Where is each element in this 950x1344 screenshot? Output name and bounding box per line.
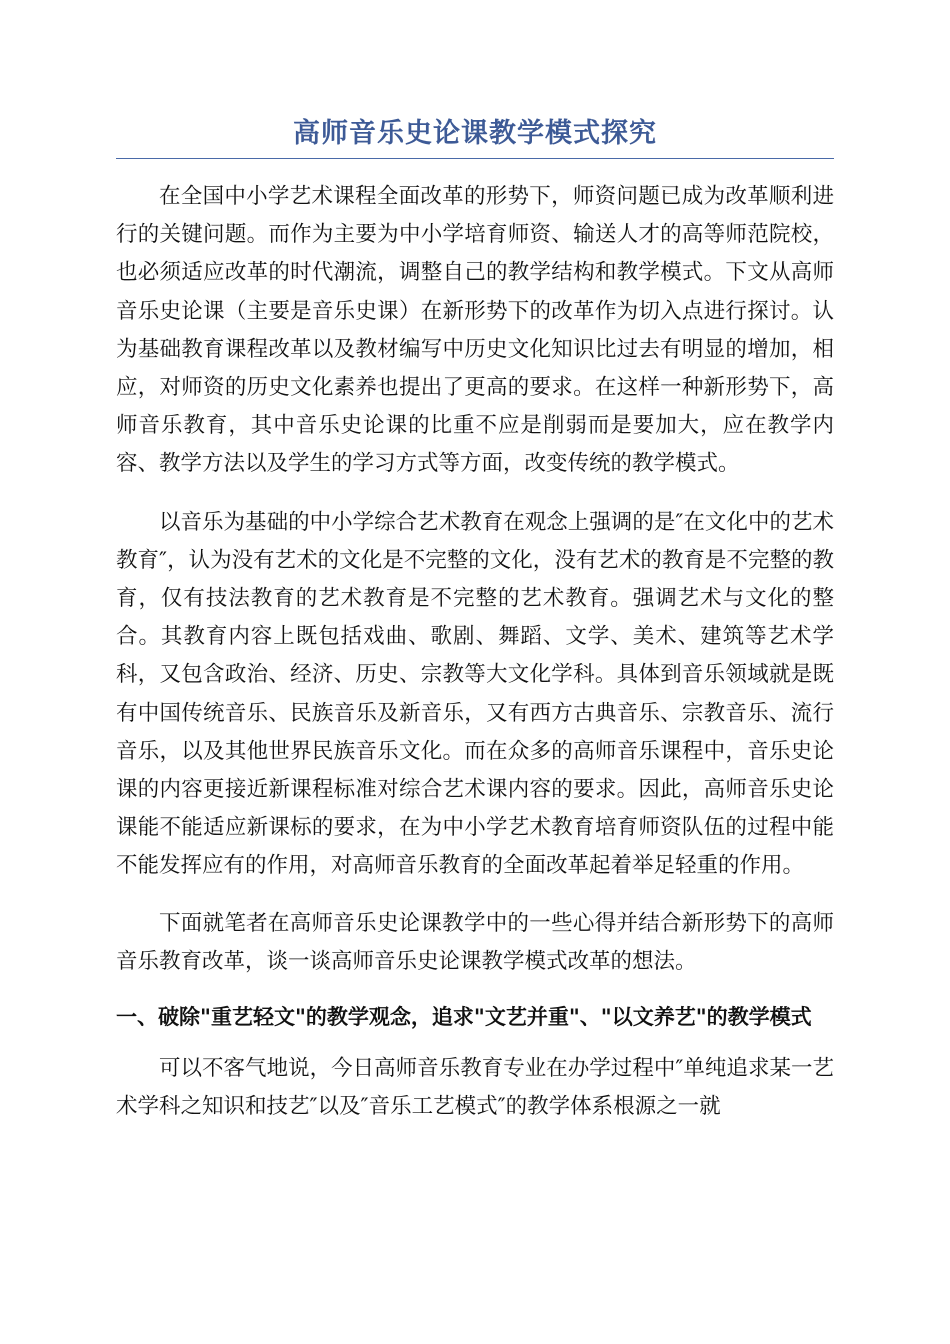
body-paragraph-1: 在全国中小学艺术课程全面改革的形势下，师资问题已成为改革顺利进行的关键问题。而作为主要为中小学培育师资、输送人才的高等师范院校，也必须适应改革的时代潮流，调整自己的教学结构和教学模式。下文从高师音乐史论课（主要是音乐史课）在新形势下的改革作为切入点进行探讨。认为基础教育课程改革以及教材编写中历史文化知识比过去有明显的增加，相应，对师资的历史文化素养也提出了更高的要求。在这样一种新形势下，高师音乐教育，其中音乐史论课的比重不应是削弱而是要加大，应在教学内容、教学方法以及学生的学习方式等方面，改变传统的教学模式。 <box>116 184 834 477</box>
section-1-paragraph-1: 可以不客气地说，今日高师音乐教育专业在办学过程中″单纯追求某一艺术学科之知识和技艺″以及″音乐工艺模式″的教学体系根源之一就 <box>116 1056 834 1120</box>
body-paragraph-2: 以音乐为基础的中小学综合艺术教育在观念上强调的是″在文化中的艺术教育″，认为没有艺术的文化是不完整的文化，没有艺术的教育是不完整的教育，仅有技法教育的艺术教育是不完整的艺术教育。强调艺术与文化的整合。其教育内容上既包括戏曲、歌剧、舞蹈、文学、美术、建筑等艺术学科，又包含政治、经济、历史、宗教等大文化学科。具体到音乐领域就是既有中国传统音乐、民族音乐及新音乐，又有西方古典音乐、宗教音乐、流行音乐，以及其他世界民族音乐文化。而在众多的高师音乐课程中，音乐史论课的内容更接近新课程标准对综合艺术课内容的要求。因此，高师音乐史论课能不能适应新课标的要求，在为中小学艺术教育培育师资队伍的过程中能不能发挥应有的作用，对高师音乐教育的全面改革起着举足轻重的作用。 <box>116 509 834 879</box>
document-page <box>116 110 834 1126</box>
section-heading-1: 一、破除"重艺轻文"的教学观念，追求"文艺并重"、"以文养艺"的教学模式 <box>116 1005 812 1030</box>
body-paragraph-3: 下面就笔者在高师音乐史论课教学中的一些心得并结合新形势下的高师音乐教育改革，谈一谈高师音乐史论课教学模式改革的想法。 <box>116 910 834 974</box>
document-title: 高师音乐史论课教学模式探究 <box>116 110 834 159</box>
